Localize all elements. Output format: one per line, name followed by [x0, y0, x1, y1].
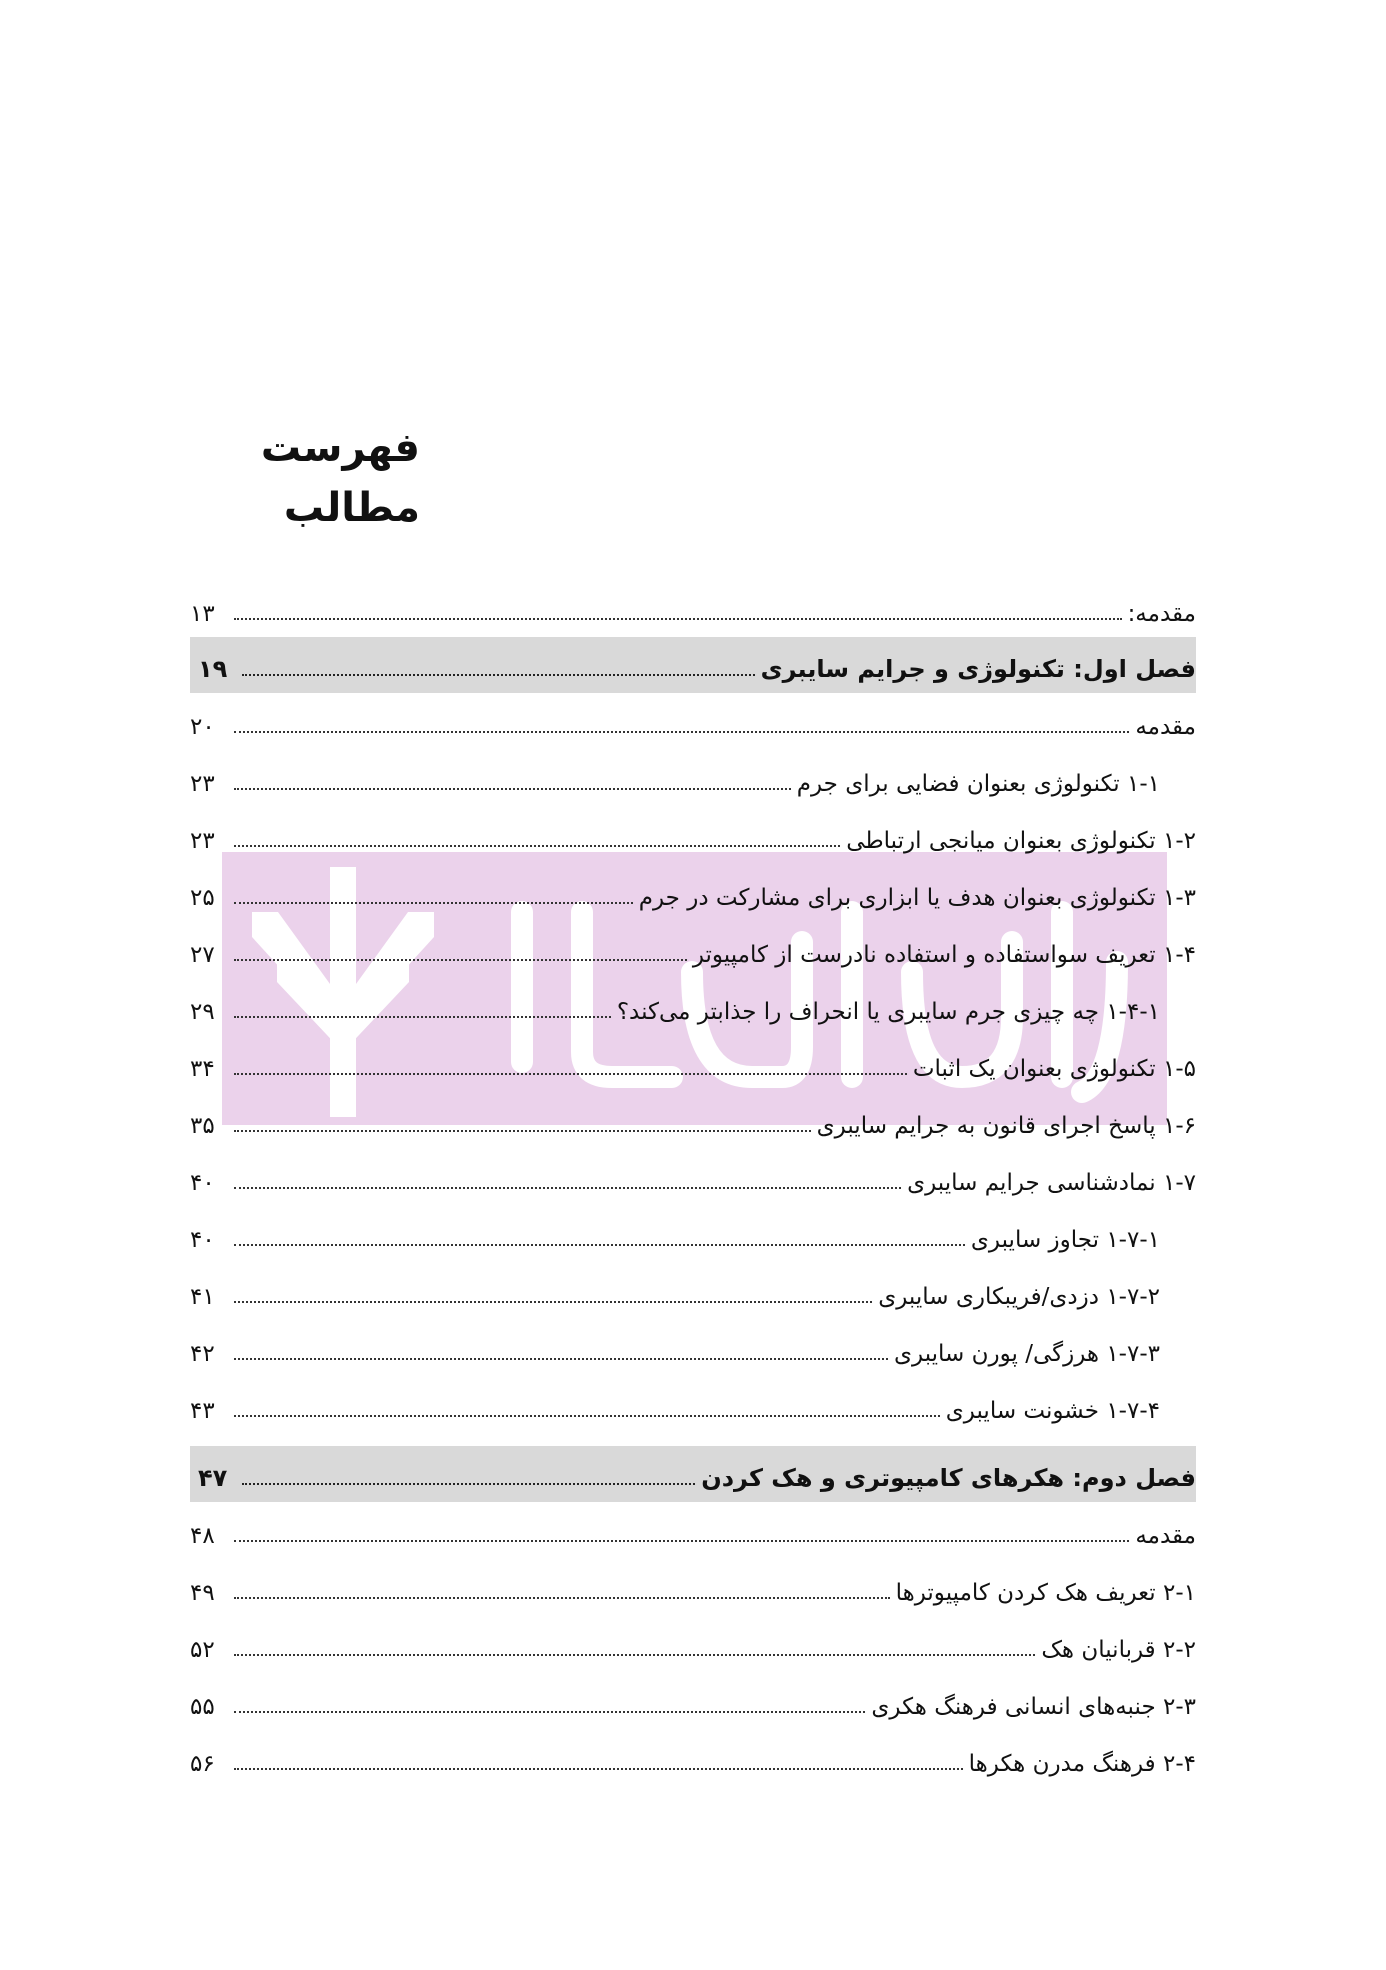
toc-section-row [190, 1673, 1196, 1730]
dot-leader [234, 1711, 865, 1713]
toc-entry-label: ۱-۳ تکنولوژی بعنوان هدف یا ابزاری برای مشارکت در جرم [638, 885, 1196, 911]
toc-section-row [190, 1730, 1196, 1787]
toc-subsection-row [190, 1263, 1196, 1320]
toc-page-number: ۲۹ [190, 999, 215, 1025]
toc-entry-label: ۱-۷-۴ خشونت سایبری [945, 1398, 1160, 1424]
toc-subsection-row [190, 1206, 1196, 1263]
toc-subsection-row [190, 978, 1196, 1035]
toc-chapter-row [190, 1446, 1196, 1502]
toc-page-number: ۵۶ [190, 1751, 215, 1777]
toc-section-row [190, 1035, 1196, 1092]
dot-leader [234, 1540, 1129, 1542]
dot-leader [234, 1187, 901, 1189]
toc-page-number: ۳۵ [190, 1113, 215, 1139]
dot-leader [234, 845, 840, 847]
toc-page-number: ۱۳ [190, 601, 215, 627]
toc-section-row [190, 1559, 1196, 1616]
dot-leader [234, 731, 1129, 733]
toc-subsection-row [190, 750, 1196, 807]
toc-chapter-row [190, 637, 1196, 693]
toc-entry-label: مقدمه [1135, 1523, 1196, 1549]
toc-page-number: ۴۱ [190, 1284, 215, 1310]
toc-title: فهرست مطالب [260, 425, 420, 531]
toc-section-row [190, 693, 1196, 750]
toc-page-number: ۲۰ [190, 714, 215, 740]
dot-leader [234, 1415, 940, 1417]
dot-leader [234, 1358, 888, 1360]
toc-subsection-row [190, 1320, 1196, 1377]
toc-page-number: ۲۷ [190, 942, 215, 968]
dot-leader [234, 1016, 611, 1018]
toc-page-number: ۴۰ [190, 1170, 215, 1196]
toc-section-row [190, 807, 1196, 864]
toc-entry-label: فصل اول: تکنولوژی و جرایم سایبری [760, 655, 1196, 683]
toc-entry-label: مقدمه: [1127, 601, 1196, 627]
toc-page-number: ۴۰ [190, 1227, 215, 1253]
dot-leader [234, 1301, 872, 1303]
toc-page-number: ۴۹ [190, 1580, 215, 1606]
toc-entry-label: ۱-۴ تعریف سواستفاده و استفاده نادرست از کامپیوتر [692, 942, 1196, 968]
dot-leader [242, 1483, 695, 1485]
toc-entry-label: ۱-۷-۳ هرزگی/ پورن سایبری [894, 1341, 1160, 1367]
dot-leader [242, 674, 755, 676]
toc-section-row [190, 1092, 1196, 1149]
toc-page-number: ۵۲ [190, 1637, 215, 1663]
toc-page-number: ۴۲ [190, 1341, 215, 1367]
toc-page-number: ۴۳ [190, 1398, 215, 1424]
toc-intro-row [190, 580, 1196, 637]
toc-page-number: ۵۵ [190, 1694, 215, 1720]
toc-section-row [190, 1149, 1196, 1206]
toc-entry-label: ۲-۱ تعریف هک کردن کامپیوترها [895, 1580, 1196, 1606]
toc-entry-label: ۲-۲ قربانیان هک [1041, 1637, 1196, 1663]
dot-leader [234, 788, 791, 790]
toc-entry-label: ۱-۷-۲ دزدی/فریبکاری سایبری [878, 1284, 1160, 1310]
toc-page-number: ۲۵ [190, 885, 215, 911]
toc-entry-label: فصل دوم: هکرهای کامپیوتری و هک کردن [701, 1464, 1196, 1492]
toc-entry-label: ۱-۴-۱ چه چیزی جرم سایبری یا انحراف را جذابتر می‌کند؟ [616, 999, 1160, 1025]
toc-page-number: ۴۸ [190, 1523, 215, 1549]
toc-page-number: ۲۳ [190, 771, 215, 797]
toc-page-number: ۲۳ [190, 828, 215, 854]
toc-page-number: ۴۷ [198, 1464, 228, 1492]
toc-page-number: ۱۹ [198, 655, 228, 683]
toc-section-row [190, 921, 1196, 978]
toc-entry-label: ۲-۳ جنبه‌های انسانی فرهنگ هکری [871, 1694, 1196, 1720]
toc-entry-label: ۱-۷ نمادشناسی جرایم سایبری [907, 1170, 1196, 1196]
toc-section-row [190, 1502, 1196, 1559]
toc-subsection-row [190, 1377, 1196, 1434]
toc-entry-label: مقدمه [1135, 714, 1196, 740]
toc-page-number: ۳۴ [190, 1056, 215, 1082]
dot-leader [234, 959, 687, 961]
toc-entry-label: ۲-۴ فرهنگ مدرن هکرها [968, 1751, 1196, 1777]
toc-entry-label: ۱-۲ تکنولوژی بعنوان میانجی ارتباطی [846, 828, 1196, 854]
toc-entry-label: ۱-۷-۱ تجاوز سایبری [970, 1227, 1160, 1253]
dot-leader [234, 1130, 811, 1132]
dot-leader [234, 1244, 965, 1246]
dot-leader [234, 1768, 963, 1770]
dot-leader [234, 1654, 1035, 1656]
toc-entry-label: ۱-۱ تکنولوژی بعنوان فضایی برای جرم [796, 771, 1160, 797]
toc-entry-label: ۱-۶ پاسخ اجرای قانون به جرایم سایبری [816, 1113, 1196, 1139]
dot-leader [234, 1073, 907, 1075]
toc-entry-label: ۱-۵ تکنولوژی بعنوان یک اثبات [912, 1056, 1196, 1082]
dot-leader [234, 902, 633, 904]
toc-list [190, 580, 1196, 1787]
dot-leader [234, 1597, 890, 1599]
toc-section-row [190, 1616, 1196, 1673]
dot-leader [234, 618, 1122, 620]
toc-section-row [190, 864, 1196, 921]
